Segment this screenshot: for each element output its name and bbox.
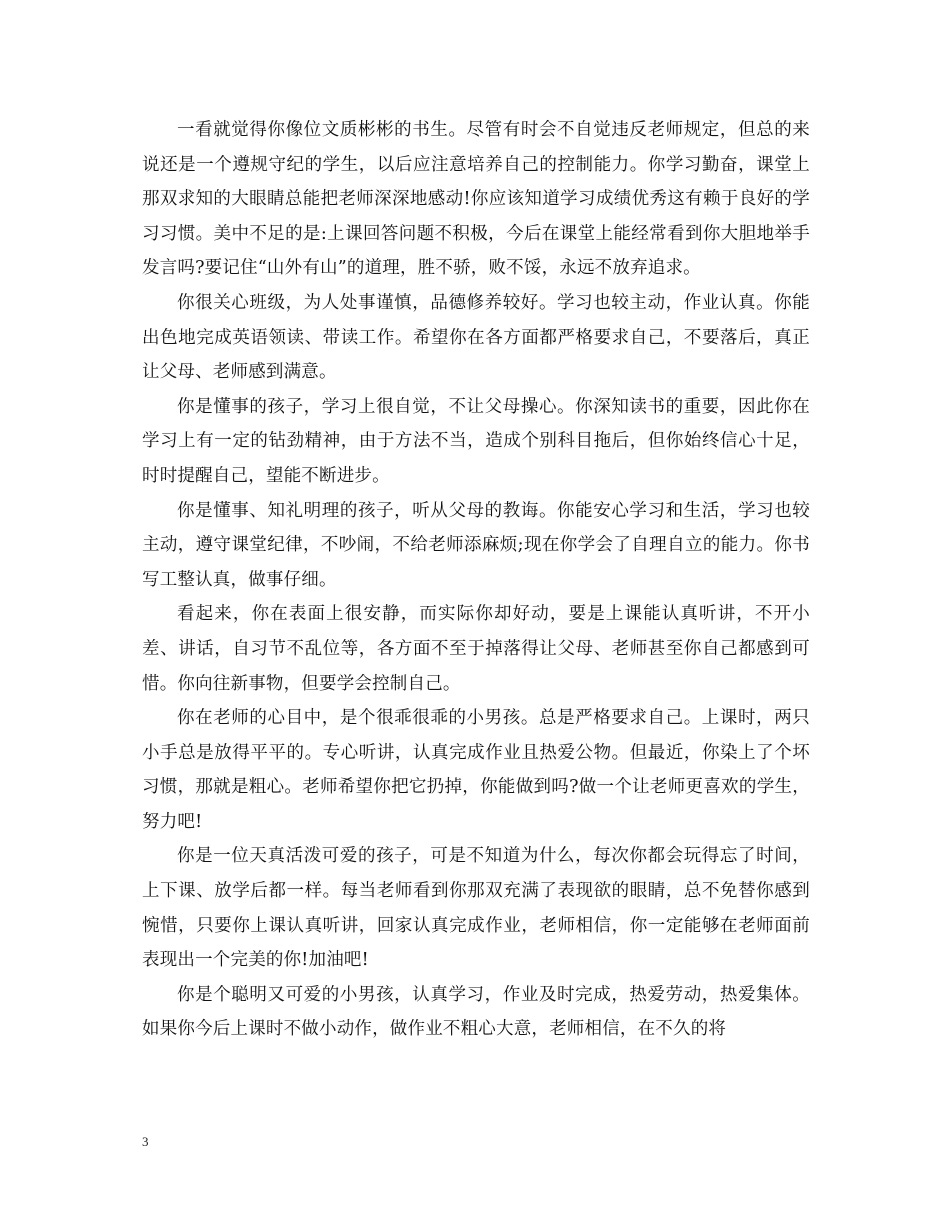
- paragraph-5: 看起来，你在表面上很安静，而实际你却好动，要是上课能认真听讲，不开小差、讲话，自习节不乱位等，各方面不至于掉落得让父母、老师甚至你自己都感到可惜。你向往新事物，但要学会控制自己。: [142, 604, 810, 694]
- document-body: [142, 113, 810, 1047]
- paragraph-2: 你很关心班级，为人处事谨慎，品德修养较好。学习也较主动，作业认真。你能出色地完成英语领读、带读工作。希望你在各方面都严格要求自己，不要落后，真正让父母、老师感到满意。: [142, 292, 810, 383]
- paragraph-3: 你是懂事的孩子，学习上很自觉，不让父母操心。你深知读书的重要，因此你在学习上有一定的钻劲精神，由于方法不当，造成个别科目拖后，但你始终信心十足，时时提醒自己，望能不断进步。: [142, 396, 810, 486]
- paragraph-8: 你是个聪明又可爱的小男孩，认真学习，作业及时完成，热爱劳动，热爱集体。如果你今后上课时不做小动作，做作业不粗心大意，老师相信，在不久的将: [142, 984, 810, 1040]
- paragraph-4: 你是懂事、知礼明理的孩子，听从父母的教诲。你能安心学习和生活，学习也较主动，遵守课堂纪律，不吵闹，不给老师添麻烦;现在你学会了自理自立的能力。你书写工整认真，做事仔细。: [142, 500, 810, 590]
- paragraph-6: 你在老师的心目中，是个很乖很乖的小男孩。总是严格要求自己。上课时，两只小手总是放得平平的。专心听讲，认真完成作业且热爱公物。但最近，你染上了个坏习惯，那就是粗心。老师希望你把它扔掉，你能做到吗?做一个让老师更喜欢的学生，努力吧!: [142, 708, 810, 832]
- paragraph-7: 你是一位天真活泼可爱的孩子，可是不知道为什么，每次你都会玩得忘了时间，上下课、放学后都一样。每当老师看到你那双充满了表现欲的眼睛，总不免替你感到惋惜，只要你上课认真听讲，回家认真完成作业，老师相信，你一定能够在老师面前表现出一个完美的你!加油吧!: [142, 846, 810, 971]
- page-number: 3: [142, 1134, 149, 1149]
- paragraph-1: 一看就觉得你像位文质彬彬的书生。尽管有时会不自觉违反老师规定，但总的来说还是一个遵规守纪的学生，以后应注意培养自己的控制能力。你学习勤奋，课堂上那双求知的大眼睛总能把老师深深地感动!你应该知道学习成绩优秀这有赖于良好的学习习惯。美中不足的是:上课回答问题不积极，今后在课堂上能经常看到你大胆地举手发言吗?要记住“山外有山”的道理，胜不骄，败不馁，永远不放弃追求。: [142, 120, 810, 279]
